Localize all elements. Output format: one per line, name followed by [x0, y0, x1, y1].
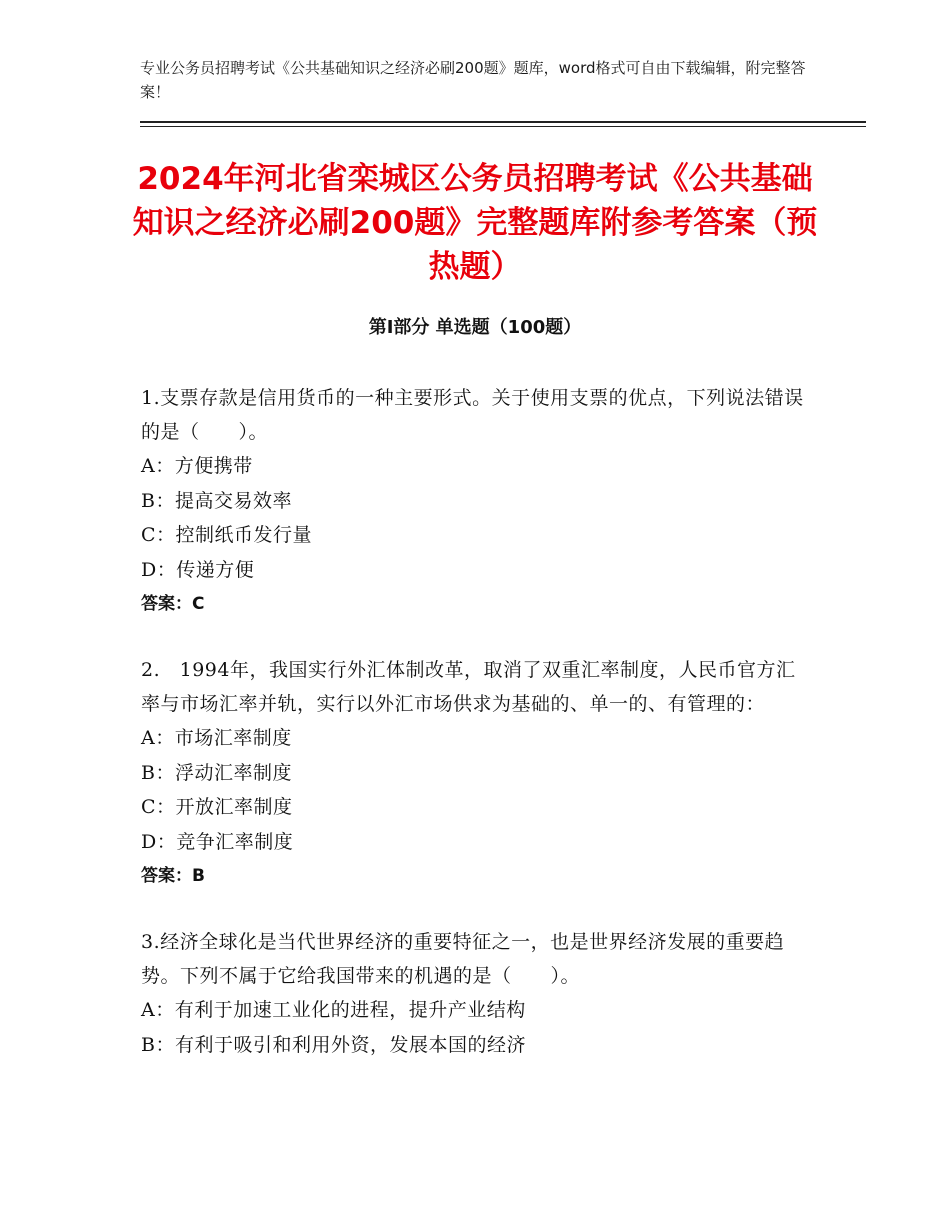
- option-b: B：有利于吸引和利用外资，发展本国的经济: [141, 1033, 526, 1056]
- question-stem: 3.经济全球化是当代世界经济的重要特征之一，也是世界经济发展的重要趋势。下列不属于它给我国带来的机遇的是（ ）。: [141, 931, 785, 987]
- question-list: [141, 381, 811, 1094]
- question-stem: 2. 1994年，我国实行外汇体制改革，取消了双重汇率制度，人民币官方汇率与市场汇率并轨，实行以外汇市场供求为基础的、单一的、有管理的：: [141, 659, 796, 715]
- question-3: [141, 925, 811, 1062]
- header-note: 专业公务员招聘考试《公共基础知识之经济必刷200题》题库，word格式可自由下载编辑，附完整答案！: [140, 59, 806, 101]
- option-c: C：控制纸币发行量: [141, 524, 313, 546]
- question-stem: 1.支票存款是信用货币的一种主要形式。关于使用支票的优点，下列说法错误的是（ ）。: [141, 387, 804, 443]
- option-a: A：有利于加速工业化的进程，提升产业结构: [141, 999, 526, 1021]
- answer: 答案：C: [141, 594, 205, 614]
- document-title: 2024年河北省栾城区公务员招聘考试《公共基础知识之经济必刷200题》完整题库附参考答案（预热题）: [132, 161, 818, 285]
- option-a: A：方便携带: [141, 455, 253, 477]
- answer: 答案：B: [141, 866, 205, 886]
- question-2: [141, 653, 811, 893]
- question-1: [141, 381, 811, 621]
- header-divider-thin: [140, 126, 866, 127]
- section-heading: 第Ⅰ部分 单选题（100题）: [368, 317, 582, 338]
- option-b: B：浮动汇率制度: [141, 761, 292, 784]
- option-d: D：竞争汇率制度: [141, 830, 294, 853]
- option-b: B：提高交易效率: [141, 489, 292, 512]
- option-a: A：市场汇率制度: [141, 727, 292, 749]
- option-d: D：传递方便: [141, 558, 255, 581]
- header-divider-thick: [140, 121, 866, 123]
- option-c: C：开放汇率制度: [141, 796, 293, 818]
